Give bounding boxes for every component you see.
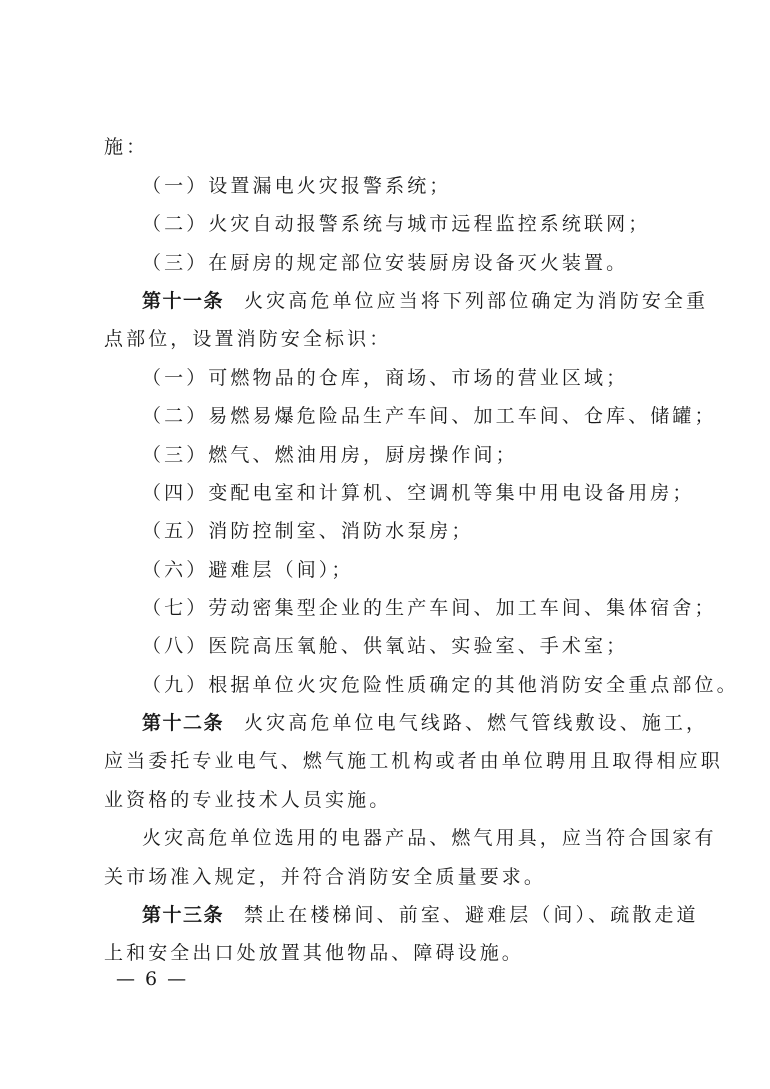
article-11-line	[142, 289, 708, 313]
article-13-line	[142, 903, 699, 927]
list-item: （四）变配电室和计算机、空调机等集中用电设备用房；	[142, 482, 695, 504]
list-item: （八）医院高压氧舱、供氧站、实验室、手术室；	[142, 635, 629, 657]
body-line: 施：	[104, 136, 149, 158]
list-item: （三）在厨房的规定部位安装厨房设备灭火装置。	[142, 252, 629, 274]
article-text: 火灾高危单位应当将下列部位确定为消防安全重	[244, 290, 709, 312]
body-line: 上和安全出口处放置其他物品、障碍设施。	[104, 942, 524, 964]
body-line: 火灾高危单位选用的电器产品、燃气用具，应当符合国家有	[142, 827, 717, 849]
list-item: （二）易燃易爆危险品生产车间、加工车间、仓库、储罐；	[142, 405, 717, 427]
article-12-line	[142, 711, 708, 735]
body-line: 应当委托专业电气、燃气施工机构或者由单位聘用且取得相应职	[104, 750, 723, 772]
body-line: 点部位，设置消防安全标识：	[104, 328, 392, 350]
article-text: 禁止在楼梯间、前室、避难层（间）、疏散走道	[244, 904, 699, 926]
article-text: 火灾高危单位电气线路、燃气管线敷设、施工，	[244, 712, 709, 734]
list-item: （七）劳动密集型企业的生产车间、加工车间、集体宿舍；	[142, 597, 717, 619]
list-item: （五）消防控制室、消防水泵房；	[142, 520, 474, 542]
list-item: （二）火灾自动报警系统与城市远程监控系统联网；	[142, 213, 651, 235]
body-line: 业资格的专业技术人员实施。	[104, 789, 392, 811]
article-title: 第十二条	[142, 712, 225, 734]
article-title: 第十一条	[142, 290, 225, 312]
article-title: 第十三条	[142, 904, 225, 926]
list-item: （三）燃气、燃油用房，厨房操作间；	[142, 444, 518, 466]
list-item: （九）根据单位火灾危险性质确定的其他消防安全重点部位。	[142, 674, 739, 696]
list-item: （一）可燃物品的仓库，商场、市场的营业区域；	[142, 367, 629, 389]
page-number: — 6 —	[116, 968, 189, 990]
list-item: （一）设置漏电火灾报警系统；	[142, 175, 452, 197]
body-line: 关市场准入规定，并符合消防安全质量要求。	[104, 866, 547, 888]
list-item: （六）避难层（间）；	[142, 559, 354, 581]
